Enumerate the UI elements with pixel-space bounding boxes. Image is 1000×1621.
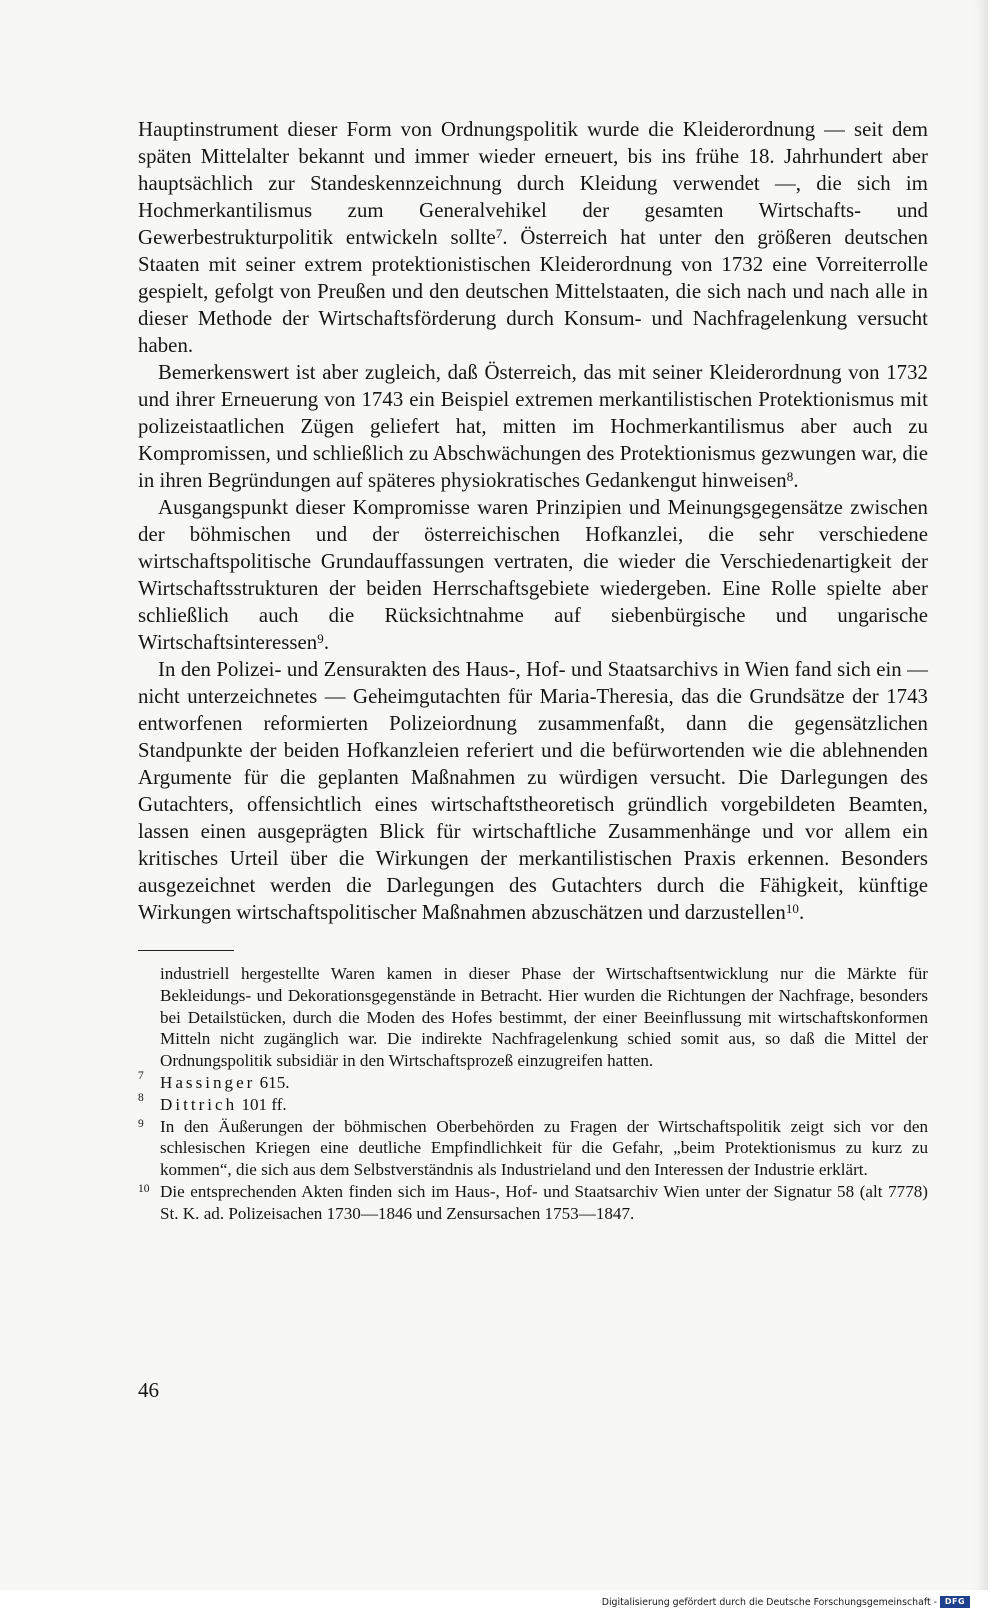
footnote-number: 7: [138, 1069, 144, 1082]
footnote-author: Hassinger: [160, 1072, 256, 1092]
paragraph-2-tail: .: [793, 469, 799, 492]
paragraph-4: [138, 656, 928, 926]
paragraph-2-text: Bemerkenswert ist aber zugleich, daß Österreich, das mit seiner Kleiderordnung von 1732 und ihrer Erneuerung von 1743 ein Beispiel extremen merkantilistischen Protektionismus mit polizeistaatlichen Zügen geliefert hat, mitten im Hochmerkantilismus aber auch zu Kompromissen, und schließlich zu Abschwächungen des Protektionismus gezwungen war, die in ihren Begründungen auf späteres physiokratisches Gedankengut hinweisen: [138, 361, 928, 492]
paragraph-2: [138, 359, 928, 494]
footnote-divider: [138, 950, 234, 951]
footnote-ref-7[interactable]: 7: [495, 226, 503, 241]
dfg-logo-icon: DFG: [940, 1596, 970, 1608]
paragraph-1-text: Hauptinstrument dieser Form von Ordnungspolitik wurde die Kleiderordnung — seit dem späten Mittelalter bekannt und immer wieder erneuert, bis ins frühe 18. Jahrhundert aber hauptsächlich zur Standeskennzeichnung durch Kleidung verwendet —, die sich im Hochmerkantilismus zum Generalvehikel der gesamten Wirtschafts- und Gewerbestrukturpolitik entwickeln sollte: [138, 118, 928, 249]
paragraph-1: [138, 116, 928, 359]
footnote-number: 10: [138, 1182, 150, 1195]
footnote-7: [138, 1069, 928, 1094]
paragraph-4-text: In den Polizei- und Zensurakten des Haus-, Hof- und Staatsarchivs in Wien fand sich ein — nicht unterzeichnetes — Geheimgutachten für Maria-Theresia, das die Grundsätze der 1743 entworfenen reformierten Polizeiordnung zusammenfaßt, dann die gegensätzlichen Standpunkte der beiden Hofkanzleien referiert und die befürwortenden wie die ablehnenden Argumente für die geplanten Maßnahmen zu würdigen versucht. Die Darlegungen des Gutachters, offensichtlich eines wirtschaftstheoretisch gründlich vorgebildeten Beamten, lassen einen ausgeprägten Blick für wirtschaftliche Zusammenhänge und vor allem ein kritisches Urteil über die Wirkungen der merkantilistischen Praxis erkennen. Besonders ausgezeichnet werden die Darlegungen des Gutachters durch die Fähigkeit, künftige Wirkungen wirtschaftspolitischer Maßnahmen abzuschätzen und darzustellen: [138, 658, 928, 924]
credit-text: Digitalisierung gefördert durch die Deutsche Forschungsgemeinschaft -: [601, 1596, 937, 1608]
footnote-text: 615.: [255, 1072, 290, 1092]
digitization-credit: [602, 1596, 970, 1608]
footnote-text: Die entsprechenden Akten finden sich im Haus-, Hof- und Staatsarchiv Wien unter der Signatur 58 (alt 7778) St. K. ad. Polizeisachen 1730—1846 und Zensursachen 1753—1847.: [160, 1181, 928, 1223]
footnote-text: 101 ff.: [237, 1094, 287, 1114]
page-number: 46: [138, 1378, 159, 1402]
footnote-number: 8: [138, 1091, 144, 1104]
paragraph-4-tail: .: [798, 901, 805, 924]
footnote-ref-8[interactable]: 8: [786, 469, 794, 484]
footnote-author: Dittrich: [160, 1094, 238, 1114]
paragraph-3: [138, 494, 928, 656]
paragraph-3-text: Ausgangspunkt dieser Kompromisse waren Prinzipien und Meinungsgegensätze zwischen der böhmischen und der österreichischen Hofkanzlei, die sehr verschiedene wirtschaftspolitische Grundauffassungen vertraten, die wieder die Verschiedenartigkeit der Wirtschaftsstrukturen der beiden Herrschaftsgebiete wiedergeben. Eine Rolle spielte aber schließlich auch die Rücksichtnahme auf siebenbürgische und ungarische Wirtschaftsinteressen: [138, 496, 928, 654]
footnote-number: 9: [138, 1117, 144, 1130]
footnote-ref-10[interactable]: 10: [785, 901, 799, 916]
paragraph-1-tail: . Österreich hat unter den größeren deutschen Staaten mit seiner extrem protektionistischen Kleiderordnung von 1732 eine Vorreiterrolle gespielt, gefolgt von Preußen und den deutschen Mittelstaaten, die sich nach und nach alle in dieser Methode der Wirtschaftsförderung durch Konsum- und Nachfragelenkung versucht haben.: [138, 226, 928, 357]
footnote-ref-9[interactable]: 9: [317, 631, 324, 646]
footnote-8: [138, 1091, 928, 1116]
footnote-continuation: industriell hergestellte Waren kamen in dieser Phase der Wirtschaftsentwicklung nur die Märkte für Bekleidungs- und Dekorationsgegenstände in Betracht. Hier wurden die Richtungen der Nachfrage, besonders bei Detailstücken, durch die Moden des Hofes bestimmt, der einer Beeinflussung mit wirtschaftskonformen Mitteln nicht zugänglich war. Die indirekte Nachfragelenkung schied somit aus, so daß die Mittel der Ordnungspolitik subsidiär in den Wirtschaftsprozeß einzugreifen hatten.: [160, 964, 928, 1071]
footnote-10: [138, 1181, 928, 1225]
footnote-9: [138, 1116, 928, 1181]
footnote-text: In den Äußerungen der böhmischen Oberbehörden zu Fragen der Wirtschaftspolitik zeigt sich vor den schlesischen Kriegen eine deutliche Empfindlichkeit für die Gefahr, „beim Protektionismus zu kurz zu kommen“, die sich aus dem Selbstverständnis als Industrieland und den Interessen der Industrie erklärt.: [160, 1116, 928, 1180]
paragraph-3-tail: .: [323, 631, 330, 654]
page-content: [138, 116, 928, 1225]
